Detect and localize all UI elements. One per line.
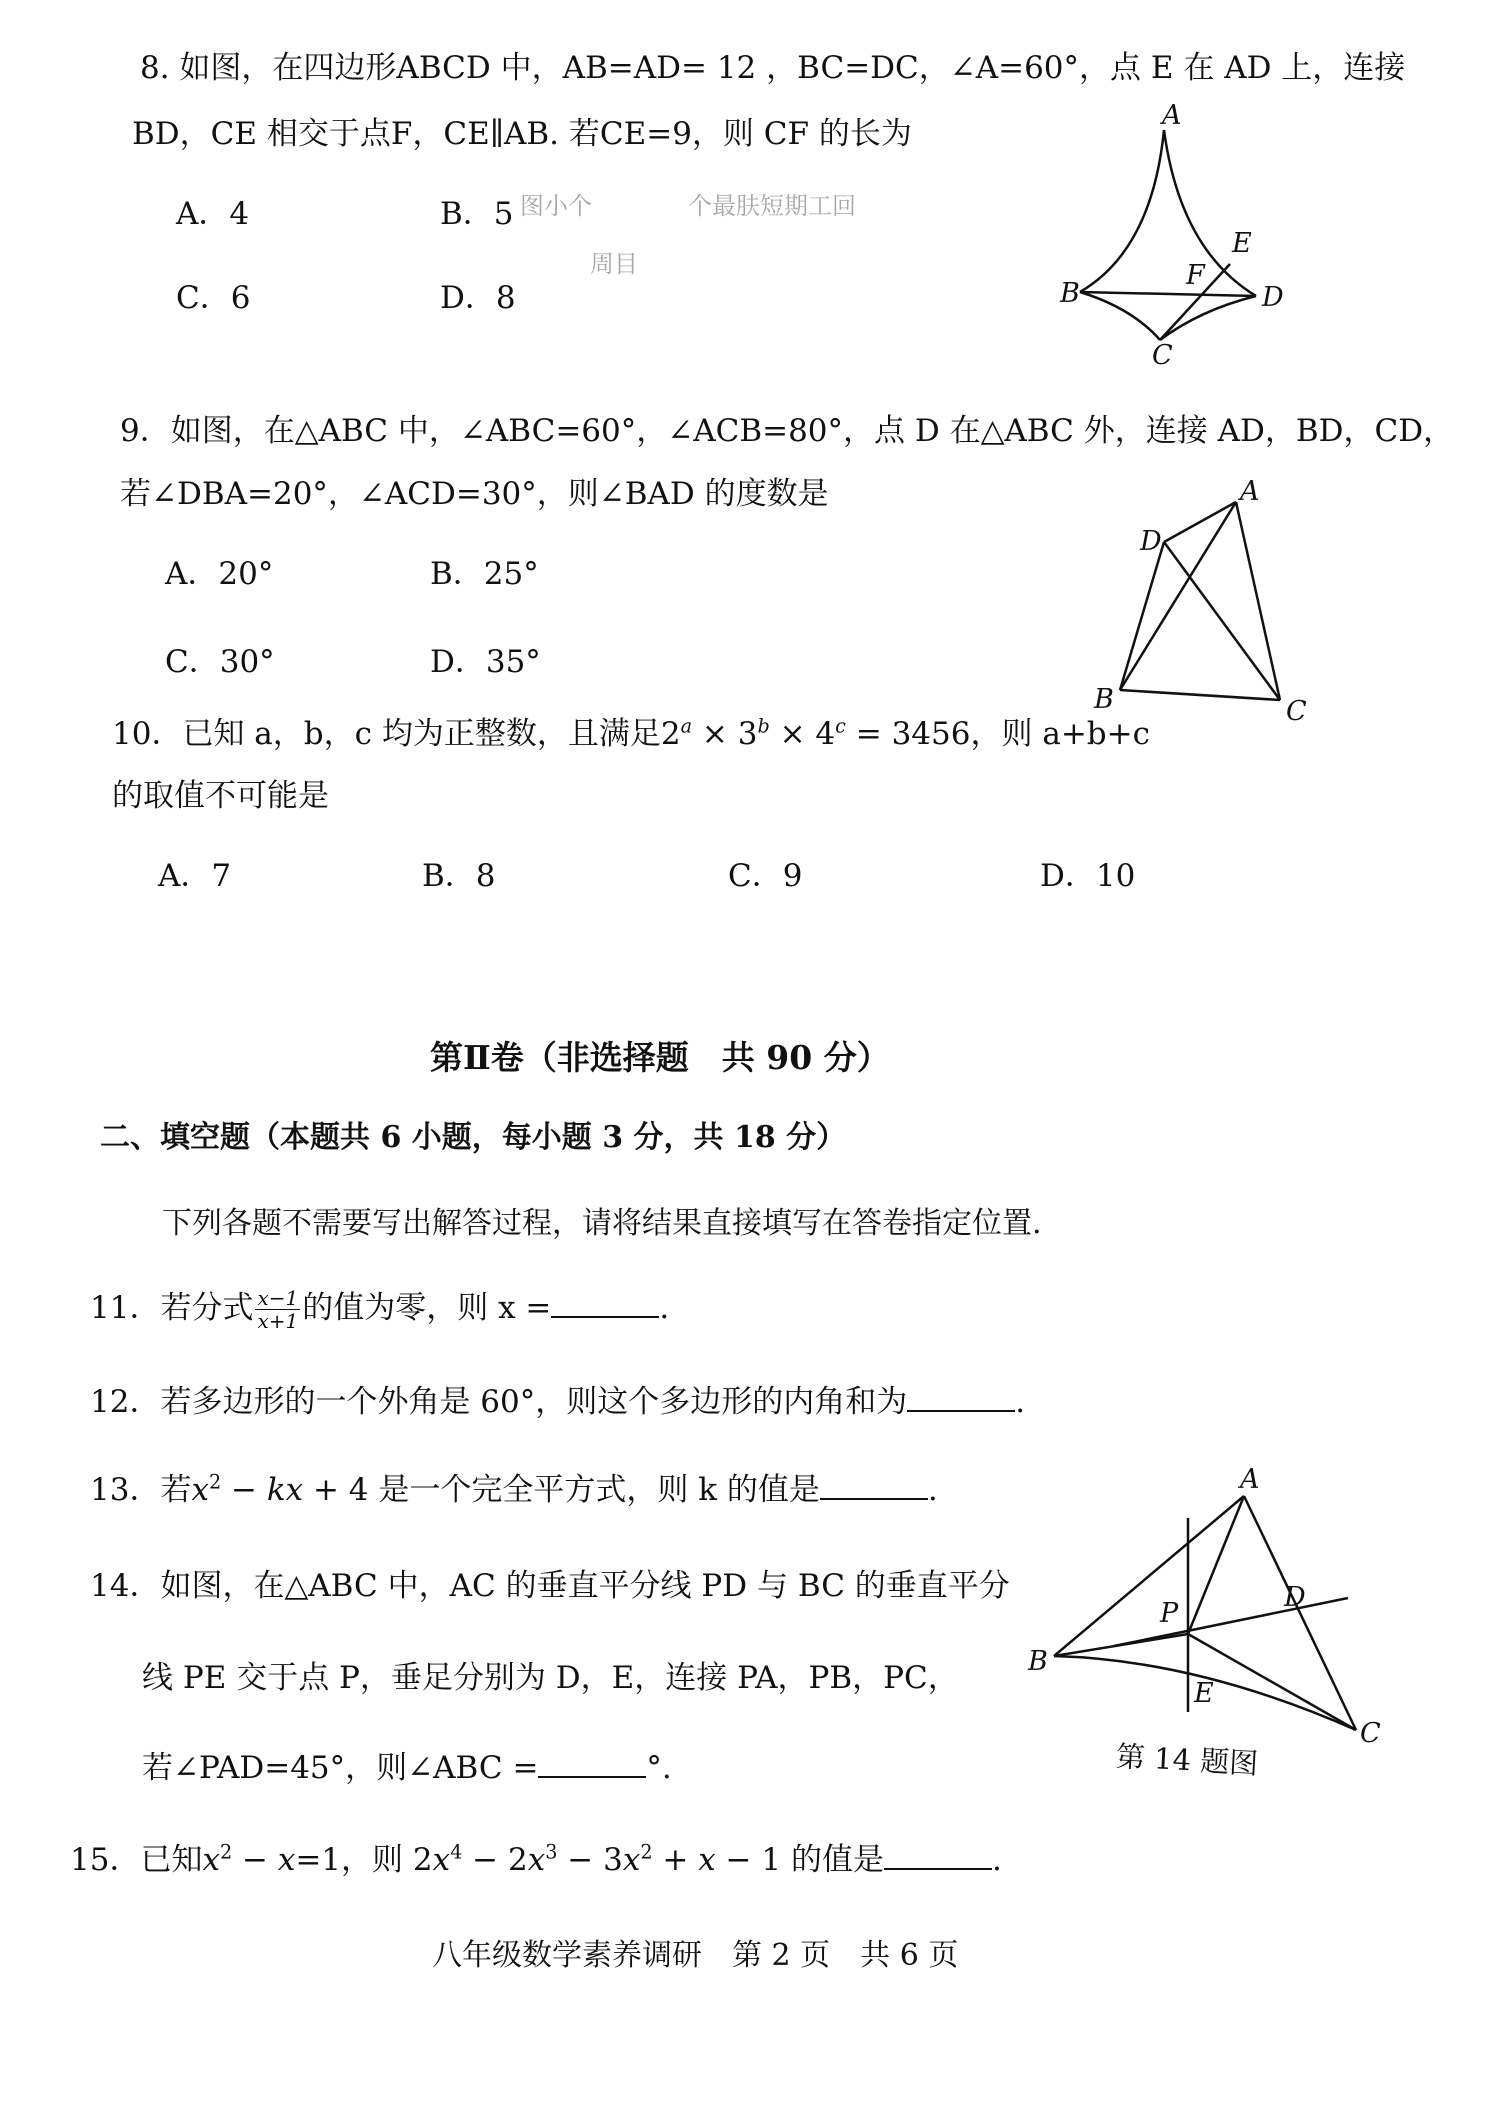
q8-label-a: A — [1162, 100, 1182, 131]
q11-numerator: x−1 — [257, 1286, 299, 1310]
q9-label-b: B — [1094, 684, 1114, 715]
q13-formula: $x^2$ − kx + 4 — [191, 1470, 379, 1508]
q14-figure-caption: 第 14 题图 — [1115, 1739, 1260, 1781]
q8-segment-ad — [1164, 130, 1256, 296]
q11-denominator: x+1 — [257, 1309, 299, 1333]
q9-figure — [1090, 470, 1330, 740]
q15-text-end: . — [991, 1842, 1002, 1878]
q8-line2: BD，CE 相交于点F，CE∥AB. 若CE=9，则 CF 的长为 — [132, 116, 912, 152]
q9-figure-svg — [1090, 470, 1330, 740]
q15-text-post: 的值是 — [790, 1842, 884, 1878]
q9-line1: 9．如图，在△ABC 中，∠ABC=60°，∠ACB=80°，点 D 在△ABC 外，连接 AD，BD，CD， — [120, 413, 1455, 449]
q15-expression: $2x^4 - 2x^3 - 3x^2 + x - 1$ — [403, 1840, 791, 1878]
q9-option-c: C．30° — [165, 644, 275, 680]
q15-text-pre: 15．已知 — [70, 1842, 203, 1878]
q9-label-c: C — [1286, 696, 1307, 727]
q8-segment-bc — [1080, 292, 1160, 340]
section2-title: 第Ⅱ卷（非选择题 共 90 分） — [430, 1038, 890, 1077]
q8-option-b: B．5 — [440, 196, 514, 232]
q15-line — [70, 1834, 1002, 1879]
q14-segment-pa — [1188, 1496, 1244, 1634]
q14-figure — [1018, 1460, 1398, 1790]
q8-label-f: F — [1186, 260, 1205, 291]
q8-figure-svg — [1040, 100, 1300, 370]
q11-text-end: . — [659, 1290, 670, 1326]
q8-option-c: C．6 — [176, 280, 251, 316]
q13-text-end: . — [927, 1472, 938, 1508]
q14-line1: 14．如图，在△ABC 中，AC 的垂直平分线 PD 与 BC 的垂直平分 — [90, 1568, 1010, 1604]
q14-line3 — [142, 1742, 672, 1787]
q10-option-b: B．8 — [422, 858, 496, 894]
q10-option-c: C．9 — [728, 858, 803, 894]
q15-text-mid: ，则 — [341, 1842, 404, 1878]
q14-text-end: °. — [646, 1750, 672, 1786]
q14-text-pre: 若∠PAD=45°，则∠ABC = — [142, 1750, 539, 1786]
q8-label-d: D — [1262, 282, 1284, 313]
q9-segment-ad — [1164, 502, 1236, 542]
q13-text-pre: 13．若 — [90, 1472, 192, 1508]
q8-option-d: D．8 — [440, 280, 516, 316]
q8-bleed-through-text-1: 图小个 个最肤短期工回 — [520, 192, 856, 220]
q11-text-pre: 11．若分式 — [90, 1290, 254, 1326]
part2-instruction: 下列各题不需要写出解答过程，请将结果直接填写在答卷指定位置. — [162, 1206, 1042, 1241]
q14-line2: 线 PE 交于点 P，垂足分别为 D，E，连接 PA，PB，PC， — [142, 1660, 959, 1696]
q9-option-b: B．25° — [430, 556, 539, 592]
q11-fraction — [255, 1287, 300, 1332]
q12-text-end: . — [1015, 1384, 1026, 1420]
q8-figure — [1040, 100, 1300, 370]
q10-option-d: D．10 — [1040, 858, 1136, 894]
q12-line — [90, 1376, 1025, 1421]
q10-text-pre: 10．已知 a，b，c 均为正整数，且满足 — [112, 716, 661, 752]
q9-option-a: A．20° — [165, 556, 274, 592]
q10-line1 — [112, 708, 1150, 753]
q8-label-e: E — [1232, 228, 1252, 259]
q12-text: 12．若多边形的一个外角是 60°，则这个多边形的内角和为 — [90, 1384, 908, 1420]
q11-line — [90, 1282, 669, 1332]
q14-answer-blank[interactable] — [538, 1745, 646, 1778]
q8-segment-dc — [1160, 296, 1256, 340]
q15-answer-blank[interactable] — [884, 1837, 992, 1870]
q11-text-post: 的值为零，则 x = — [302, 1290, 552, 1326]
q10-text-post: ，则 a+b+c — [970, 716, 1150, 752]
part2-heading: 二、填空题（本题共 6 小题，每小题 3 分，共 18 分） — [100, 1120, 847, 1155]
page-footer: 八年级数学素养调研 第 2 页 共 6 页 — [432, 1938, 959, 1973]
q9-label-d: D — [1140, 526, 1162, 557]
q13-line — [90, 1464, 938, 1509]
q9-segment-ab — [1120, 502, 1236, 690]
q8-segment-ab — [1080, 130, 1164, 292]
q14-label-p: P — [1160, 1598, 1179, 1629]
q10-formula: $2^a \times 3^b \times 4^c = 3456$ — [660, 714, 971, 752]
q8-label-c: C — [1152, 340, 1173, 371]
q11-answer-blank[interactable] — [551, 1285, 659, 1318]
q14-segment-ac — [1244, 1496, 1356, 1730]
q9-label-a: A — [1240, 476, 1260, 507]
q8-option-a: A．4 — [176, 196, 250, 232]
q14-label-b: B — [1028, 1646, 1048, 1677]
q14-segment-ab — [1054, 1496, 1244, 1656]
q13-text-post: 是一个完全平方式，则 k 的值是 — [378, 1472, 820, 1508]
q12-answer-blank[interactable] — [907, 1379, 1015, 1412]
q8-segment-bd — [1080, 292, 1256, 296]
q9-segment-bc — [1120, 690, 1280, 700]
q10-line2: 的取值不可能是 — [112, 778, 329, 814]
q15-condition: $x^2 - x=1$ — [202, 1840, 342, 1878]
q9-option-d: D．35° — [430, 644, 541, 680]
q14-label-c: C — [1360, 1718, 1381, 1749]
q14-label-a: A — [1240, 1464, 1260, 1495]
q14-label-e: E — [1194, 1678, 1214, 1709]
q8-line1: 8. 如图，在四边形ABCD 中，AB=AD= 12 ，BC=DC，∠A=60°，点 E 在 AD 上，连接 — [140, 50, 1406, 86]
q14-segment-pb — [1054, 1634, 1188, 1656]
q9-line2: 若∠DBA=20°，∠ACD=30°，则∠BAD 的度数是 — [120, 476, 829, 512]
q10-option-a: A．7 — [158, 858, 232, 894]
q9-segment-bd — [1120, 542, 1164, 690]
q8-label-b: B — [1060, 278, 1080, 309]
q14-label-d: D — [1284, 1582, 1306, 1613]
q13-answer-blank[interactable] — [820, 1467, 928, 1500]
q8-bleed-through-text-2: 周目 — [590, 250, 638, 278]
